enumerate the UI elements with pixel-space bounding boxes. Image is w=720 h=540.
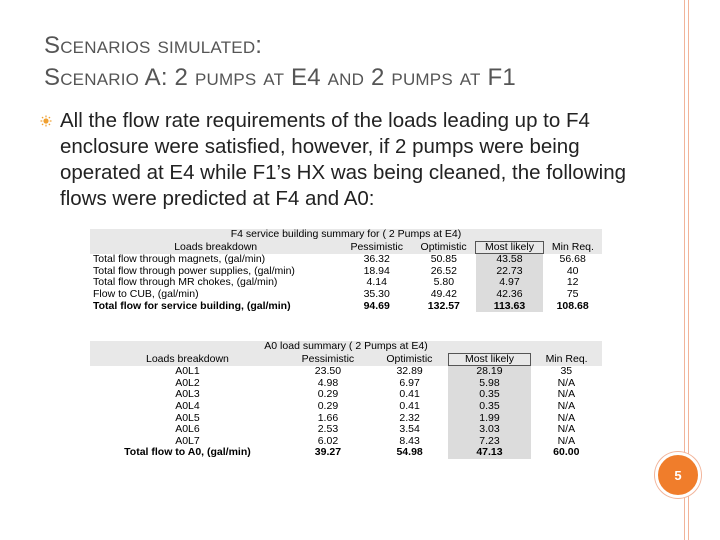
table-row [90, 378, 602, 390]
cell-value: 5.80 [433, 276, 455, 289]
row-label: A0L1 [175, 364, 200, 377]
table-row [90, 366, 602, 378]
column-header: Pessimistic [341, 241, 412, 254]
column-header: Loads breakdown [90, 353, 285, 366]
cell-value: 0.29 [317, 399, 339, 412]
cell-value: 12 [566, 276, 579, 289]
row-label: A0L5 [175, 411, 200, 424]
cell-value: 54.98 [396, 446, 423, 459]
column-header: Most likely [448, 353, 530, 366]
cell-value: 47.13 [448, 447, 530, 459]
table-row [90, 424, 602, 436]
column-header: Optimistic [412, 241, 476, 254]
column-header: Min Req. [531, 353, 602, 366]
cell-value: 22.73 [476, 266, 544, 278]
cell-value: 26.52 [430, 264, 457, 277]
cell-value: 18.94 [363, 264, 390, 277]
row-label: A0L4 [175, 399, 200, 412]
cell-value: N/A [557, 434, 576, 447]
title-line-2: Scenario A: 2 pumps at E4 and 2 pumps at F1 [44, 64, 516, 91]
cell-value: 0.41 [399, 388, 420, 401]
cell-value: 4.14 [366, 276, 387, 289]
cell-value: 2.53 [317, 423, 339, 436]
cell-value: 35 [560, 364, 573, 377]
cell-value: 28.19 [448, 366, 530, 378]
table-row-total [90, 301, 602, 313]
column-header: Pessimistic [285, 353, 371, 366]
cell-value: 5.98 [448, 378, 530, 390]
cell-value: 4.97 [476, 277, 544, 289]
cell-value: 42.36 [476, 289, 544, 301]
table-row [90, 254, 602, 266]
cell-value: 60.00 [553, 446, 580, 459]
row-label: A0L2 [175, 376, 200, 389]
table-row [90, 289, 602, 301]
cell-value: N/A [557, 388, 576, 401]
table-row [90, 401, 602, 413]
cell-value: 50.85 [430, 252, 457, 265]
row-label: A0L6 [175, 423, 200, 436]
table-row-total [90, 447, 602, 459]
a0-load-summary-table [90, 341, 602, 459]
cell-value: 113.63 [476, 301, 544, 313]
f4-service-building-table [90, 229, 602, 312]
cell-value: 23.50 [314, 364, 342, 377]
table-title: F4 service building summary for ( 2 Pumps at E4) [90, 229, 602, 241]
page-number-badge: 5 [655, 452, 701, 498]
cell-value: 7.23 [448, 436, 530, 448]
cell-value: 0.29 [317, 388, 339, 401]
cell-value: 32.89 [396, 364, 423, 377]
cell-value: 94.69 [363, 299, 390, 312]
cell-value: 0.41 [399, 399, 420, 412]
row-label: Total flow for service building, (gal/min) [93, 299, 291, 312]
cell-value: 39.27 [314, 446, 342, 459]
row-label: Total flow through power supplies, (gal/min) [93, 264, 295, 277]
cell-value: 6.97 [399, 376, 420, 389]
cell-value: 49.42 [430, 287, 457, 300]
cell-value: 6.02 [317, 434, 339, 447]
table-row [90, 413, 602, 425]
cell-value: 0.35 [448, 401, 530, 413]
title-line-1: Scenarios simulated: [44, 32, 263, 59]
column-header: Min Req. [543, 241, 602, 254]
bullet-text: All the flow rate requirements of the loads leading up to F4 enclosure were satisfied, however, if 2 pumps were being operated at E4 while F1’s HX was being cleaned, the following flows were predicted at F4 and A0: [60, 109, 626, 210]
cell-value: 108.68 [556, 299, 589, 312]
cell-value: 132.57 [427, 299, 460, 312]
row-label: A0L7 [175, 434, 200, 447]
cell-value: 1.99 [448, 413, 530, 425]
cell-value: 36.32 [363, 252, 390, 265]
cell-value: 43.58 [476, 254, 544, 266]
cell-value: 75 [566, 287, 579, 300]
row-label: Total flow through MR chokes, (gal/min) [93, 276, 278, 289]
cell-value: N/A [557, 423, 576, 436]
column-header: Loads breakdown [90, 241, 341, 254]
row-label: Flow to CUB, (gal/min) [93, 287, 199, 300]
cell-value: 4.98 [317, 376, 339, 389]
cell-value: 0.35 [448, 389, 530, 401]
cell-value: 1.66 [317, 411, 339, 424]
slide-title [44, 30, 516, 94]
cell-value: N/A [557, 399, 576, 412]
cell-value: 56.68 [559, 252, 586, 265]
cell-value: N/A [557, 411, 576, 424]
table-title: A0 load summary ( 2 Pumps at E4) [90, 341, 602, 353]
row-label: Total flow to A0, (gal/min) [124, 446, 251, 459]
cell-value: 8.43 [399, 434, 420, 447]
cell-value: 40 [566, 264, 579, 277]
cell-value: 35.30 [363, 287, 390, 300]
column-header: Optimistic [371, 353, 448, 366]
table-row [90, 389, 602, 401]
cell-value: N/A [557, 376, 576, 389]
cell-value: 3.03 [448, 424, 530, 436]
cell-value: 2.32 [399, 411, 420, 424]
row-label: Total flow through magnets, (gal/min) [93, 252, 266, 265]
cell-value: 3.54 [399, 423, 420, 436]
column-header: Most likely [476, 241, 544, 254]
sun-bullet-icon [40, 115, 52, 127]
row-label: A0L3 [175, 388, 200, 401]
